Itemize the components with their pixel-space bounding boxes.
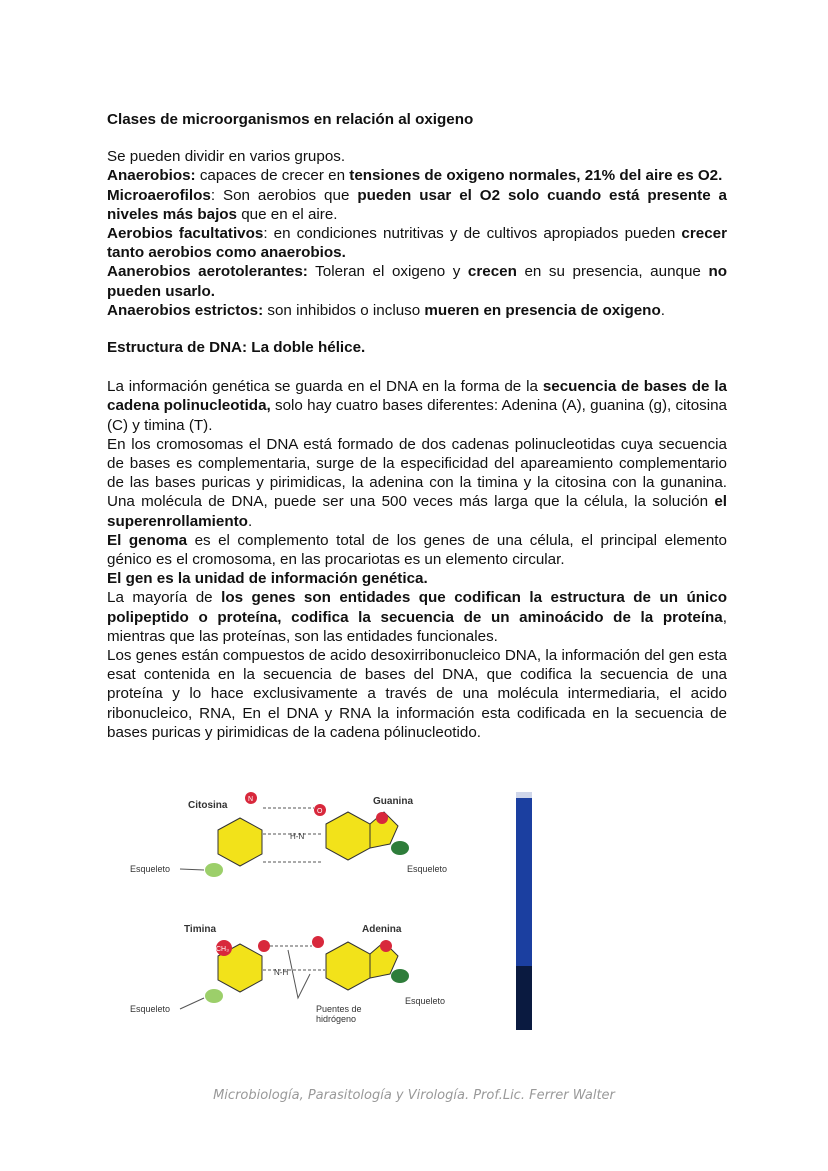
cytosine-ring [218,818,262,866]
oxygen-class-3-segment: en su presencia, aunque [516,263,709,281]
backbone-label-right: Esqueleto [407,864,448,874]
bonds-label-line2: hidrógeno [316,1014,357,1024]
guanine-n-marker [376,812,388,824]
dna-paragraph-5-segment: Los genes están compuestos de acido desoxirribonucleico DNA, la información del gen esta esat contenida en la secuencia de bases del DNA, que codifica la secuencia de una proteína y lo hace exclusivamente a través de una molécula intermediaria, el acido ribonucleico, RNA, En el DNA y RNA la información esta codificada en la secuencia de bases puricas y pirimidicas de la cadena pólinucleotido. [107,647,727,741]
oxygen-class-1-segment: Microaerofilos [107,186,211,204]
backbone-label-left-2: Esqueleto [130,1004,171,1014]
svg-text:N: N [248,796,254,803]
dna-paragraph-4-segment: los genes son entidades que codifican la estructura de un único polipeptido o proteína, codifica la secuencia de un aminoácido de la proteína [107,589,727,626]
oxygen-class-2-segment: crecer tanto aerobios como anaerobios. [107,225,727,262]
dna-paragraph-1 [107,435,727,531]
backbone-label-right-2: Esqueleto [405,996,446,1006]
oxygen-class-1-segment: que en el aire. [237,205,338,223]
backbone-adenine [391,969,409,983]
intro-text: Se pueden dividir en varios grupos. [107,148,346,166]
oxygen-class-2 [107,224,727,262]
backbone-cytosine [205,863,223,877]
section-title-oxygen: Clases de microorganismos en relación al oxigeno [107,111,474,128]
dna-paragraph-1-segment: . [247,512,253,530]
dna-paragraph-0-segment: solo hay cuatro bases diferentes: Adenina (A), guanina (g), citosina (C) y timina (T). [107,397,727,434]
oxygen-class-3-segment: Toleran el oxigeno y [307,263,468,281]
dna-paragraph-0 [107,377,727,435]
oxygen-class-2-segment: Aerobios facultativos [107,225,264,243]
oxygen-class-0-segment: capaces de crecer en [195,167,350,185]
dna-paragraph-4-segment: La mayoría de [107,589,222,607]
oxygen-class-0-segment: Anaerobios: [107,167,196,185]
backbone-label-left: Esqueleto [130,864,171,874]
hn-bond-label: H-N [290,832,305,841]
dna-paragraph-4-segment: , mientras que las proteínas, son las entidades funcionales. [107,608,727,645]
oxygen-class-0-segment: tensiones de oxigeno normales, 21% del aire es O2. [349,167,723,185]
citosina-label: Citosina [188,800,228,811]
adenina-label: Adenina [362,924,402,935]
oxygen-class-4-segment: mueren en presencia de oxigeno [424,301,661,319]
dna-paragraph-1-segment: En los cromosomas el DNA está formado de dos cadenas polinucleotidas cuya secuencia de bases es complementaria, surge de la especificidad del apareamiento complementario de las bases puricas y pirimidicas, la adenina con la timina y la citosina con la gunanina. Una molécula de DNA, puede ser una 500 veces más larga que la célula, la solución [107,435,727,511]
oxygen-class-3-segment: crecen [467,263,517,281]
dna-paragraph-0-segment: La información genética se guarda en el DNA en la forma de la [107,378,543,396]
dna-paragraph-2 [107,531,727,569]
oxygen-classes-list [107,166,727,320]
dna-paragraph-0-segment: secuencia de bases de la cadena polinucleotida, [107,378,727,415]
timina-label: Timina [184,924,217,935]
backbone-guanine [391,841,409,855]
dna-paragraphs [107,377,727,742]
oxygen-class-4-segment: Anaerobios estrictos: [107,301,264,319]
guanine-ring6 [326,812,370,860]
bonds-label-line1: Puentes de [316,1004,362,1014]
oxygen-class-1 [107,186,727,224]
nh-bond-label: N-H [274,968,289,977]
oxygen-class-1-segment: pueden usar el O2 solo cuando está presente a niveles más bajos [107,186,727,223]
oxygen-class-0 [107,166,727,185]
dna-paragraph-5 [107,646,727,742]
oxygen-class-3 [107,262,727,300]
adenine-n-marker [380,940,392,952]
section-title-dna: Estructura de DNA: La doble hélice. [107,339,366,357]
adenine-ring6 [326,942,370,990]
dna-paragraph-3-segment: El gen es la unidad de información genética. [107,570,428,588]
dna-paragraph-3 [107,569,727,588]
oxygen-class-3-segment: Aanerobios aerotolerantes: [107,263,308,281]
backbone-thymine [205,989,223,1003]
dna-paragraph-4 [107,588,727,646]
oxygen-class-2-segment: : en condiciones nutritivas y de cultivos apropiados pueden [263,225,682,243]
base-pairing-diagram [118,786,538,1036]
guanina-label: Guanina [373,796,414,807]
dna-paragraph-1-segment: el superenrollamiento [107,493,727,530]
oxygen-class-4-segment: son inhibidos o incluso [263,301,425,319]
thymine-oxygen-marker [258,940,270,952]
oxygen-class-4 [107,301,727,320]
dna-paragraph-2-segment: El genoma [107,531,188,549]
adenine-amine-marker [312,936,324,948]
svg-text:O: O [317,808,323,815]
oxygen-class-1-segment: : Son aerobios que [210,186,358,204]
page-footer: Microbiología, Parasitología y Virología. Prof.Lic. Ferrer Walter [213,1088,615,1103]
document-body [107,110,727,742]
oxygen-class-4-segment: . [660,301,665,319]
svg-text:CH₃: CH₃ [216,946,229,953]
oxygen-class-3-segment: no pueden usarlo. [107,263,727,300]
dna-paragraph-2-segment: es el complemento total de los genes de una célula, el principal elemento génico es el cromosoma, en las procariotas es un elemento circular. [107,531,727,569]
